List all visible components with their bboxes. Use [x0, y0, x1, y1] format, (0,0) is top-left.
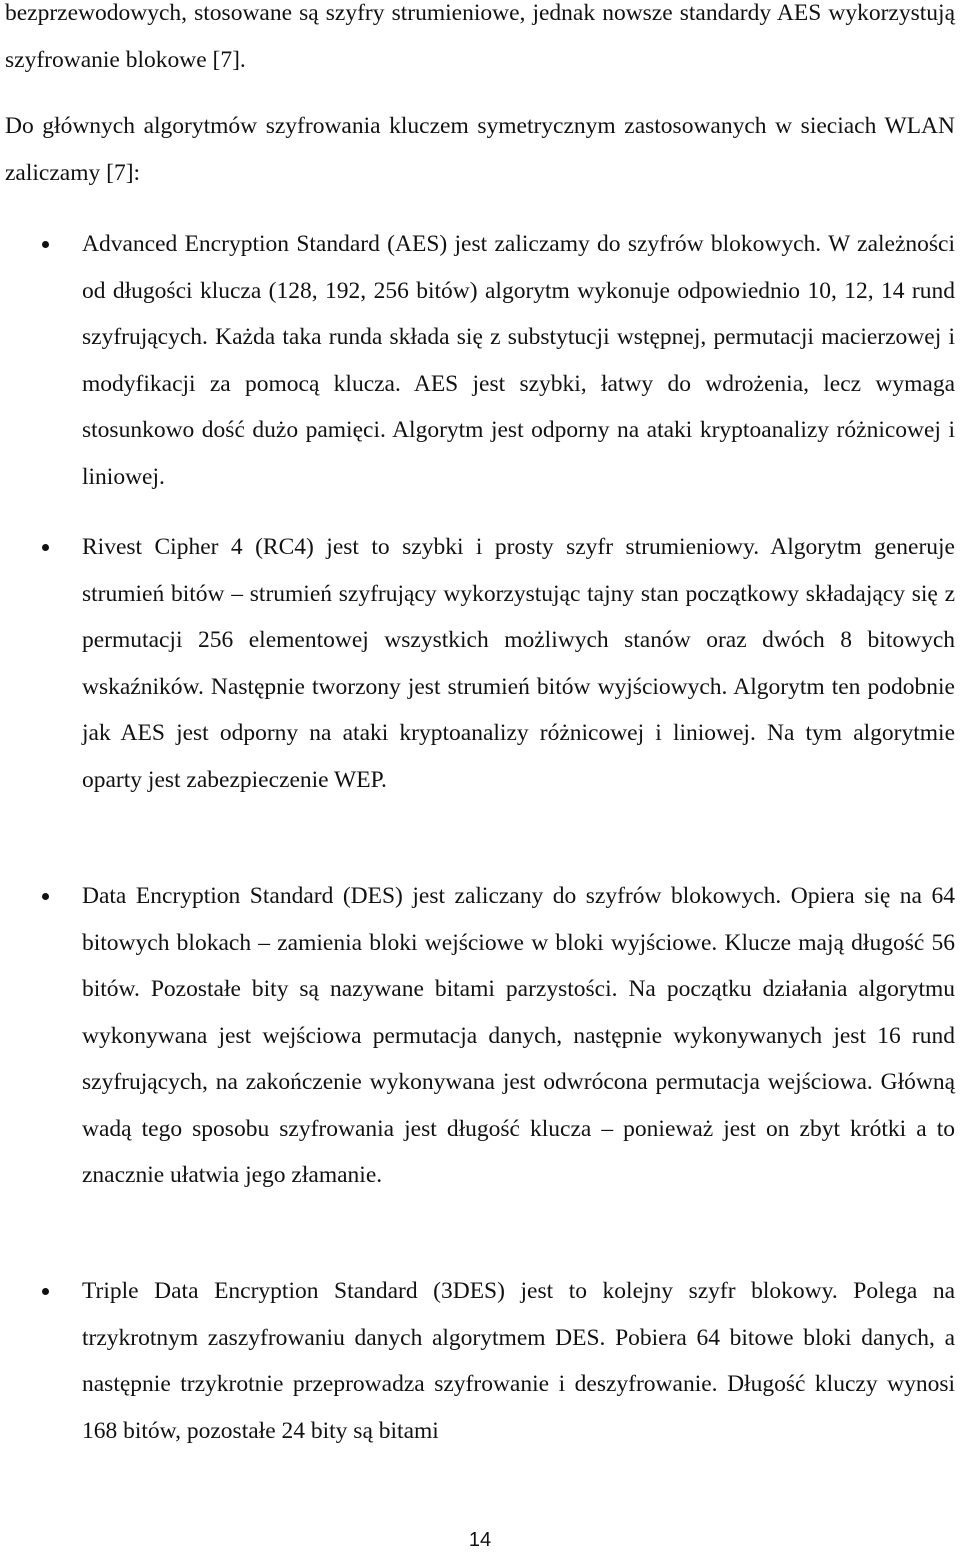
list-item-des [82, 873, 955, 1199]
bullet-icon [42, 893, 49, 900]
list-item-text: Rivest Cipher 4 (RC4) jest to szybki i prosty szyfr strumieniowy. Algorytm generuje strumień bitów – strumień szyfrujący wykorzystując tajny stan początkowy składający się z permutacji 256 elementowej wszystkich możliwych stanów oraz dwóch 8 bitowych wskaźników. Następnie tworzony jest strumień bitów wyjściowych. Algorytm ten podobnie jak AES jest odporny na ataki kryptoanalizy różnicowej i liniowej. Na tym algorytmie oparty jest zabezpieczenie WEP. [82, 534, 955, 793]
list-item-aes [82, 221, 955, 500]
list-item-rc4 [82, 524, 955, 803]
bullet-icon [42, 544, 49, 551]
page-number: 14 [468, 1529, 492, 1551]
list-item-text: Data Encryption Standard (DES) jest zaliczany do szyfrów blokowych. Opiera się na 64 bitowych blokach – zamienia bloki wejściowe w bloki wyjściowe. Klucze mają długość 56 bitów. Pozostałe bity są nazywane bitami parzystości. Na początku działania algorytmu wykonywana jest wejściowa permutacja danych, następnie wykonywanych jest 16 rund szyfrujących, na zakończenie wykonywana jest odwrócona permutacja wejściowa. Główną wadą tego sposobu szyfrowania jest długość klucza – ponieważ jest on zbyt krótki a to znacznie ułatwia jego złamanie. [82, 883, 955, 1188]
bullet-icon [42, 1288, 49, 1295]
bullet-icon [42, 241, 49, 248]
list-item-3des [82, 1268, 955, 1454]
paragraph-intro-continued: bezprzewodowych, stosowane są szyfry strumieniowe, jednak nowsze standardy AES wykorzystują szyfrowanie blokowe [7]. [5, 0, 955, 73]
list-item-text: Advanced Encryption Standard (AES) jest zaliczamy do szyfrów blokowych. W zależności od długości klucza (128, 192, 256 bitów) algorytm wykonuje odpowiednio 10, 12, 14 rund szyfrujących. Każda taka runda składa się z substytucji wstępnej, permutacji macierzowej i modyfikacji za pomocą klucza. AES jest szybki, łatwy do wdrożenia, lecz wymaga stosunkowo dość dużo pamięci. Algorytm jest odporny na ataki kryptoanalizy różnicowej i liniowej. [82, 231, 955, 490]
paragraph-algorithms-intro: Do głównych algorytmów szyfrowania kluczem symetrycznym zastosowanych w sieciach WLAN zaliczamy [7]: [5, 113, 955, 186]
list-item-text: Triple Data Encryption Standard (3DES) jest to kolejny szyfr blokowy. Polega na trzykrotnym zaszyfrowaniu danych algorytmem DES. Pobiera 64 bitowe bloki danych, a następnie trzykrotnie przeprowadza szyfrowanie i deszyfrowanie. Długość kluczy wynosi 168 bitów, pozostałe 24 bity są bitami [82, 1278, 955, 1444]
